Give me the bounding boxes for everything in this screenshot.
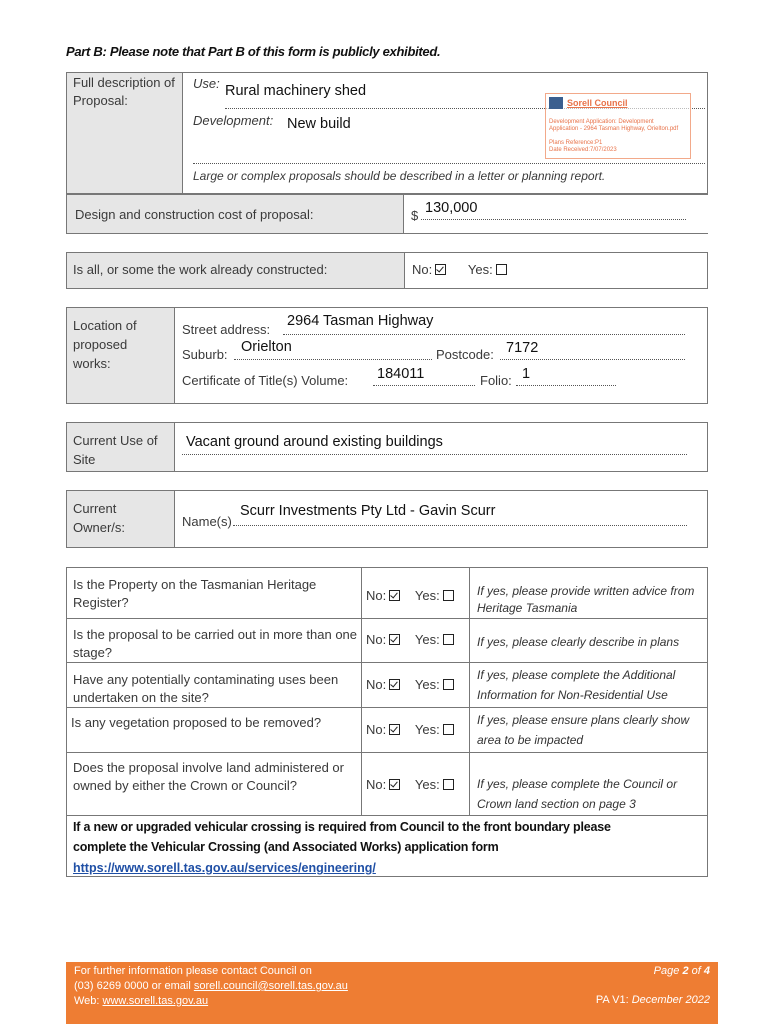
volume-field[interactable]: 184011 <box>377 366 425 382</box>
footer-email-link[interactable]: sorell.council@sorell.tas.gov.au <box>193 980 348 992</box>
vegetation-no-checkbox[interactable] <box>389 724 400 735</box>
question-stages: Is the proposal to be carried out in more than one stage? <box>73 627 358 660</box>
footer-page-number: Page 2 of 4 <box>653 965 710 977</box>
folio-field[interactable]: 1 <box>522 366 531 382</box>
stamp-line-3: Plans Reference:P1 <box>549 140 603 146</box>
crossing-line-2: complete the Vehicular Crossing (and Associated Works) application form <box>73 840 499 854</box>
postcode-label: Postcode: <box>436 347 494 362</box>
contaminating-no-label: No: <box>366 677 387 692</box>
stamp-line-1: Development Application: Development <box>549 119 654 125</box>
constructed-no-checkbox[interactable] <box>435 264 446 275</box>
constructed-label: Is all, or some the work already constructed: <box>73 262 328 277</box>
location-label: Location of proposed works: <box>73 318 137 371</box>
contaminating-no-checkbox[interactable] <box>389 679 400 690</box>
constructed-yes-label: Yes: <box>467 262 493 277</box>
stages-yes-checkbox[interactable] <box>443 634 454 645</box>
contaminating-yes-label: Yes: <box>414 677 440 692</box>
part-b-heading: Part B: Please note that Part B of this form is publicly exhibited. <box>66 44 441 59</box>
vegetation-no-label: No: <box>366 722 387 737</box>
heritage-yes-label: Yes: <box>414 588 440 603</box>
current-use-field[interactable]: Vacant ground around existing buildings <box>186 434 443 450</box>
crown-yes-label: Yes: <box>414 777 440 792</box>
street-label: Street address: <box>182 322 271 337</box>
owner-name-field[interactable]: Scurr Investments Pty Ltd - Gavin Scurr <box>240 503 496 519</box>
suburb-label: Suburb: <box>182 347 228 362</box>
cost-currency: $ <box>411 208 419 223</box>
heritage-no-label: No: <box>366 588 387 603</box>
footer-version: PA V1: December 2022 <box>595 994 710 1006</box>
heritage-no-checkbox[interactable] <box>389 590 400 601</box>
postcode-field[interactable]: 7172 <box>506 340 539 356</box>
stamp-line-2: Application - 2964 Tasman Highway, Orielton.pdf <box>549 126 679 132</box>
stages-no-checkbox[interactable] <box>389 634 400 645</box>
heritage-note: If yes, please provide written advice from Heritage Tasmania <box>477 584 695 615</box>
proposal-label: Full description of Proposal: <box>73 75 175 108</box>
question-vegetation: Is any vegetation proposed to be removed? <box>71 715 322 730</box>
footer-web-label: Web: <box>74 995 103 1007</box>
footer-phone: (03) 6269 0000 or email <box>74 980 194 992</box>
cost-field[interactable]: 130,000 <box>425 200 478 216</box>
crown-no-label: No: <box>366 777 387 792</box>
constructed-no-label: No: <box>412 262 433 277</box>
council-logo-icon <box>549 97 563 109</box>
street-address-field[interactable]: 2964 Tasman Highway <box>287 313 434 329</box>
contaminating-yes-checkbox[interactable] <box>443 679 454 690</box>
constructed-yes-checkbox[interactable] <box>496 264 507 275</box>
footer-web-link[interactable]: www.sorell.tas.gov.au <box>102 995 209 1007</box>
question-crown-land: Does the proposal involve land administered or owned by either the Crown or Council? <box>73 760 344 793</box>
crown-note: If yes, please complete the Council or Crown land section on page 3 <box>477 777 678 811</box>
question-contaminating: Have any potentially contaminating uses been undertaken on the site? <box>73 672 339 705</box>
question-heritage: Is the Property on the Tasmanian Heritage Register? <box>73 577 317 610</box>
vegetation-yes-checkbox[interactable] <box>443 724 454 735</box>
owner-label: Current Owner/s: <box>73 501 126 535</box>
crown-yes-checkbox[interactable] <box>443 779 454 790</box>
footer-contact-line: For further information please contact Council on <box>74 965 312 977</box>
folio-label: Folio: <box>480 373 512 388</box>
proposal-note: Large or complex proposals should be described in a letter or planning report. <box>193 169 606 183</box>
crown-no-checkbox[interactable] <box>389 779 400 790</box>
stages-yes-label: Yes: <box>414 632 440 647</box>
development-field[interactable]: New build <box>287 116 351 132</box>
council-received-stamp <box>545 93 691 159</box>
title-volume-label: Certificate of Title(s) Volume: <box>182 373 349 388</box>
stamp-line-4: Date Received:7/07/2023 <box>549 147 617 153</box>
use-label: Use: <box>193 76 220 91</box>
contaminating-note: If yes, please complete the Additional Information for Non-Residential Use <box>477 668 676 702</box>
use-field[interactable]: Rural machinery shed <box>225 83 367 99</box>
vegetation-note: If yes, please ensure plans clearly show area to be impacted <box>477 713 690 747</box>
development-label: Development: <box>193 113 274 128</box>
suburb-field[interactable]: Orielton <box>241 339 292 355</box>
owner-name-label: Name(s) <box>182 514 232 529</box>
heritage-yes-checkbox[interactable] <box>443 590 454 601</box>
owner-section <box>66 490 708 548</box>
engineering-link[interactable]: https://www.sorell.tas.gov.au/services/engineering/ <box>73 861 376 875</box>
vegetation-yes-label: Yes: <box>414 722 440 737</box>
cost-label: Design and construction cost of proposal: <box>75 207 314 222</box>
current-use-label: Current Use of Site <box>73 433 158 467</box>
crossing-line-1: If a new or upgraded vehicular crossing is required from Council to the front boundary please <box>73 820 611 834</box>
stamp-title: Sorell Council <box>567 98 628 108</box>
page-footer <box>66 962 718 1024</box>
stages-no-label: No: <box>366 632 387 647</box>
stages-note: If yes, please clearly describe in plans <box>477 635 680 649</box>
